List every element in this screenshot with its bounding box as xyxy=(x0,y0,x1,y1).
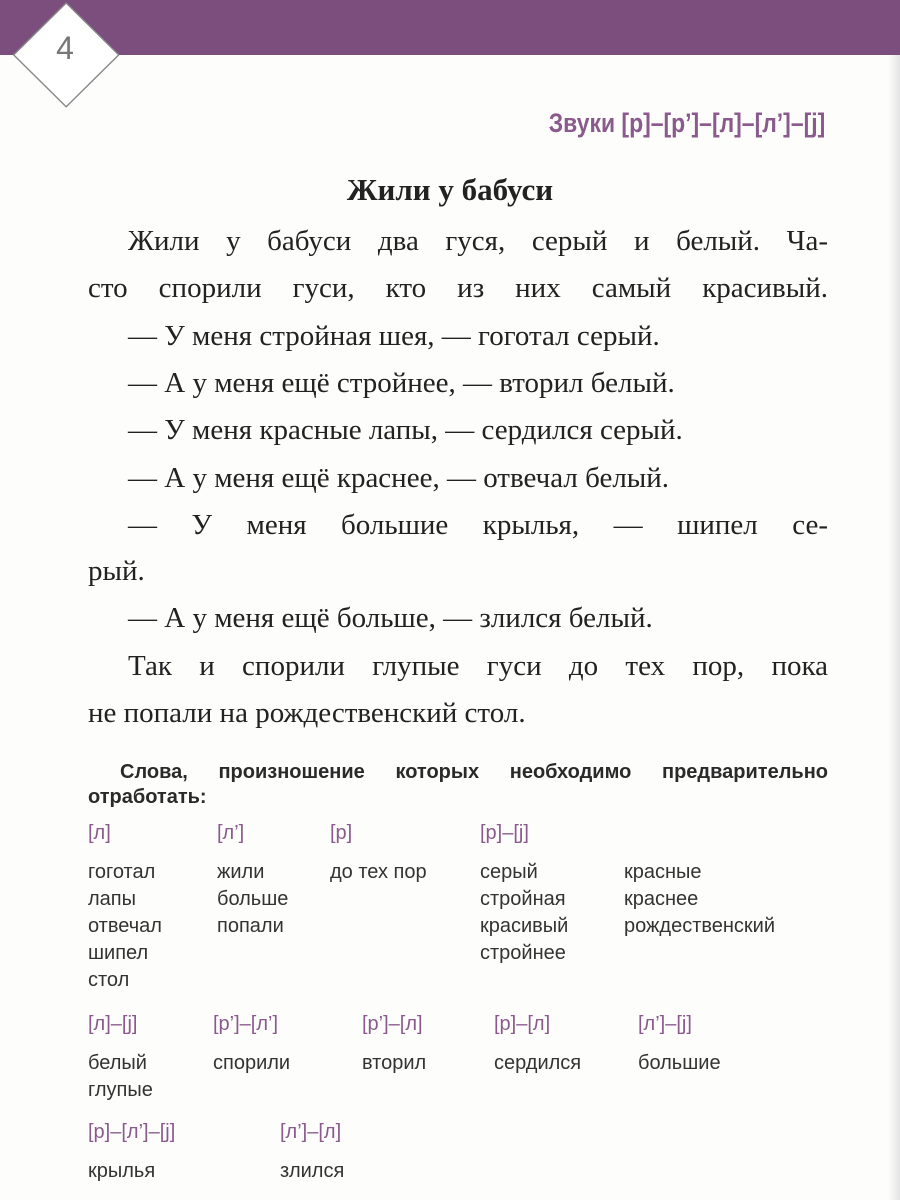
practice-word: попали xyxy=(217,915,284,937)
story-line: Жили у бабуси два гуся, серый и белый. Ча- xyxy=(128,225,828,257)
story-title: Жили у бабуси xyxy=(346,172,554,207)
practice-word: стол xyxy=(88,969,130,991)
sound-label: [р]–[л’]–[j] xyxy=(88,1121,176,1143)
practice-word: спорили xyxy=(213,1052,291,1074)
word-column xyxy=(330,859,427,886)
story-line: сто спорили гуси, кто из них самый красивый. xyxy=(88,272,828,304)
word-column xyxy=(280,1158,344,1185)
practice-word: белый xyxy=(88,1052,147,1074)
practice-word: злился xyxy=(280,1160,345,1182)
story-line: — А у меня ещё краснее, — отвечал белый. xyxy=(128,462,670,494)
story-line: — А у меня ещё больше, — злился белый. xyxy=(128,602,653,634)
word-column xyxy=(88,859,162,994)
practice-word: жили xyxy=(217,861,265,883)
word-column xyxy=(217,859,288,940)
sound-label: [р] xyxy=(330,822,353,844)
word-column xyxy=(88,1158,155,1185)
word-column xyxy=(480,859,568,967)
practice-word: большие xyxy=(638,1052,721,1074)
practice-word: до тех пор xyxy=(330,861,427,883)
sound-label: [р]–[л] xyxy=(494,1013,551,1035)
practice-word: стройная xyxy=(480,888,566,910)
words-heading: Слова, произношение которых необходимо предварительно отработать: xyxy=(88,761,828,808)
story-line: не попали на рождественский стол. xyxy=(88,697,526,729)
word-column xyxy=(624,859,775,940)
practice-word: глупые xyxy=(88,1079,153,1101)
practice-word: красивый xyxy=(480,915,569,937)
word-column xyxy=(88,1050,153,1104)
sounds-heading: Звуки [р]–[р’]–[л]–[л’]–[j] xyxy=(548,108,825,138)
header-band xyxy=(0,0,900,55)
practice-word: лапы xyxy=(88,888,136,910)
word-column xyxy=(213,1050,290,1077)
practice-word: красные xyxy=(624,861,702,883)
practice-word: серый xyxy=(480,861,538,883)
practice-word: отвечал xyxy=(88,915,162,937)
story-line: рый. xyxy=(88,555,145,587)
sound-label: [р’]–[л] xyxy=(362,1013,423,1035)
word-column xyxy=(494,1050,581,1077)
practice-word: стройнее xyxy=(480,942,566,964)
sound-label: [л’]–[j] xyxy=(638,1013,692,1035)
sound-label: [р’]–[л’] xyxy=(213,1013,279,1035)
practice-word: сердился xyxy=(494,1052,582,1074)
sound-label: [л’]–[л] xyxy=(280,1121,342,1143)
sound-label: [л]–[j] xyxy=(88,1013,138,1035)
sound-label: [л’] xyxy=(217,822,245,844)
word-column xyxy=(362,1050,426,1077)
page-edge-shadow xyxy=(888,55,900,1200)
story-line: — А у меня ещё стройнее, — вторил белый. xyxy=(128,367,675,399)
practice-word: краснее xyxy=(624,888,699,910)
practice-word: больше xyxy=(217,888,289,910)
word-column xyxy=(638,1050,721,1077)
practice-word: рождественский xyxy=(624,915,776,937)
sound-label: [р]–[j] xyxy=(480,822,529,844)
practice-word: вторил xyxy=(362,1052,427,1074)
practice-word: шипел xyxy=(88,942,149,964)
sound-label: [л] xyxy=(88,822,111,844)
story-line: — У меня красные лапы, — сердился серый. xyxy=(128,414,683,446)
page-number: 4 xyxy=(56,30,74,66)
practice-word: гоготал xyxy=(88,861,156,883)
story-line: — У меня большие крылья, — шипел се- xyxy=(128,509,828,541)
practice-word: крылья xyxy=(88,1160,156,1182)
story-line: Так и спорили глупые гуси до тех пор, пока xyxy=(128,650,828,682)
story-line: — У меня стройная шея, — гоготал серый. xyxy=(128,320,660,352)
